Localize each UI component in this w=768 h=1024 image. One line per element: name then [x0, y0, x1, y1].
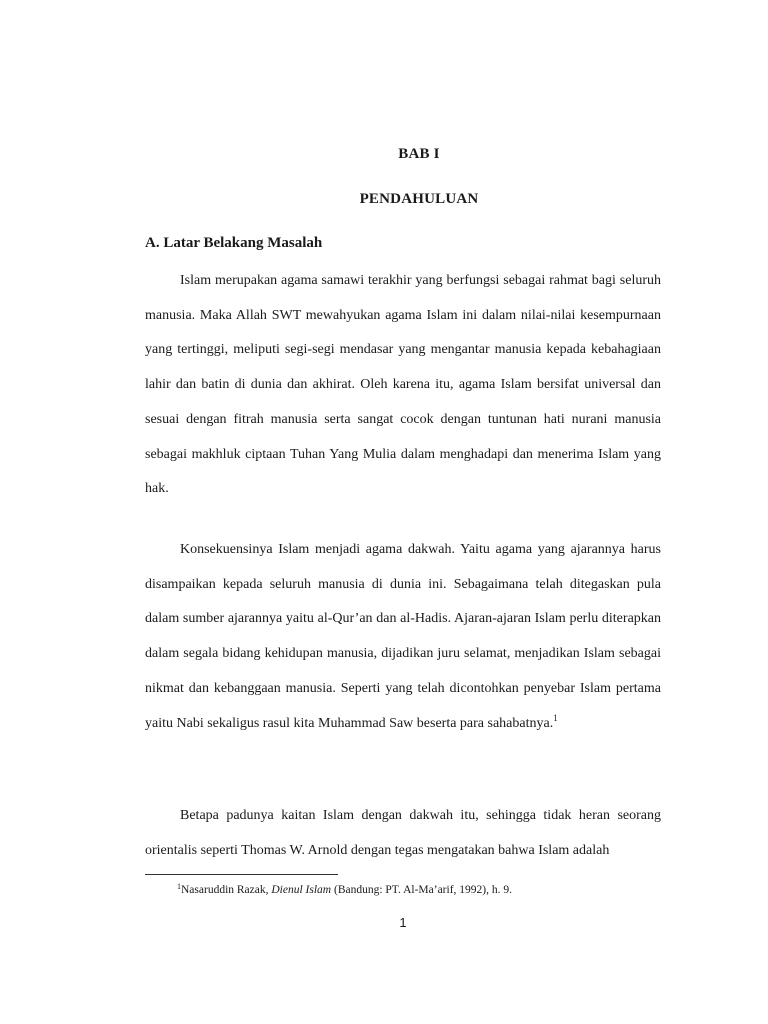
- paragraph-2-text: Konsekuensinya Islam menjadi agama dakwah. Yaitu agama yang ajarannya harus disampaikan kepada seluruh manusia di dunia ini. Sebagaimana telah ditegaskan pula dalam sumber ajarannya yaitu al-Qur’an dan al-Hadis. Ajaran-ajaran Islam perlu diterapkan dalam segala bidang kehidupan manusia, dijadikan juru selamat, menjadikan Islam sebagai nikmat dan kebanggaan manusia. Seperti yang telah dicontohkan penyebar Islam pertama yaitu Nabi sekaligus rasul kita Muhammad Saw beserta para sahabatnya.: [145, 542, 661, 731]
- footnote-reference[interactable]: 1: [553, 712, 558, 723]
- paragraph-1: [145, 264, 661, 507]
- footnote-author: Nasaruddin Razak,: [181, 884, 272, 896]
- paragraph-2: [145, 533, 661, 741]
- chapter-title: PENDAHULUAN: [359, 191, 479, 207]
- paragraph-1-block: [145, 264, 661, 507]
- footnote-separator: [145, 874, 338, 875]
- paragraph-2-block: [145, 533, 661, 741]
- footnote-details: (Bandung: PT. Al-Ma’arif, 1992), h. 9.: [331, 884, 512, 896]
- chapter-number: BAB I: [398, 146, 440, 162]
- paragraph-3-text: Betapa padunya kaitan Islam dengan dakwah itu, sehingga tidak heran seorang orientalis seperti Thomas W. Arnold dengan tegas mengatakan bahwa Islam adalah: [145, 808, 661, 858]
- footnote: [177, 882, 512, 898]
- paragraph-1-text: Islam merupakan agama samawi terakhir yang berfungsi sebagai rahmat bagi seluruh manusia. Maka Allah SWT mewahyukan agama Islam ini dalam nilai-nilai kesempurnaan yang tertinggi, meliputi segi-segi mendasar yang mengantar manusia kepada kebahagiaan lahir dan batin di dunia dan akhirat. Oleh karena itu, agama Islam bersifat universal dan sesuai dengan fitrah manusia serta sangat cocok dengan tuntunan hati nurani manusia sebagai makhluk ciptaan Tuhan Yang Mulia dalam menghadapi dan menerima Islam yang hak.: [145, 273, 661, 497]
- paragraph-3-block: [145, 799, 661, 868]
- footnote-marker: 1: [177, 882, 181, 891]
- footnote-book-title: Dienul Islam: [271, 884, 332, 896]
- paragraph-3: [145, 799, 661, 868]
- section-heading: A. Latar Belakang Masalah: [145, 235, 323, 251]
- page-number: 1: [399, 915, 407, 930]
